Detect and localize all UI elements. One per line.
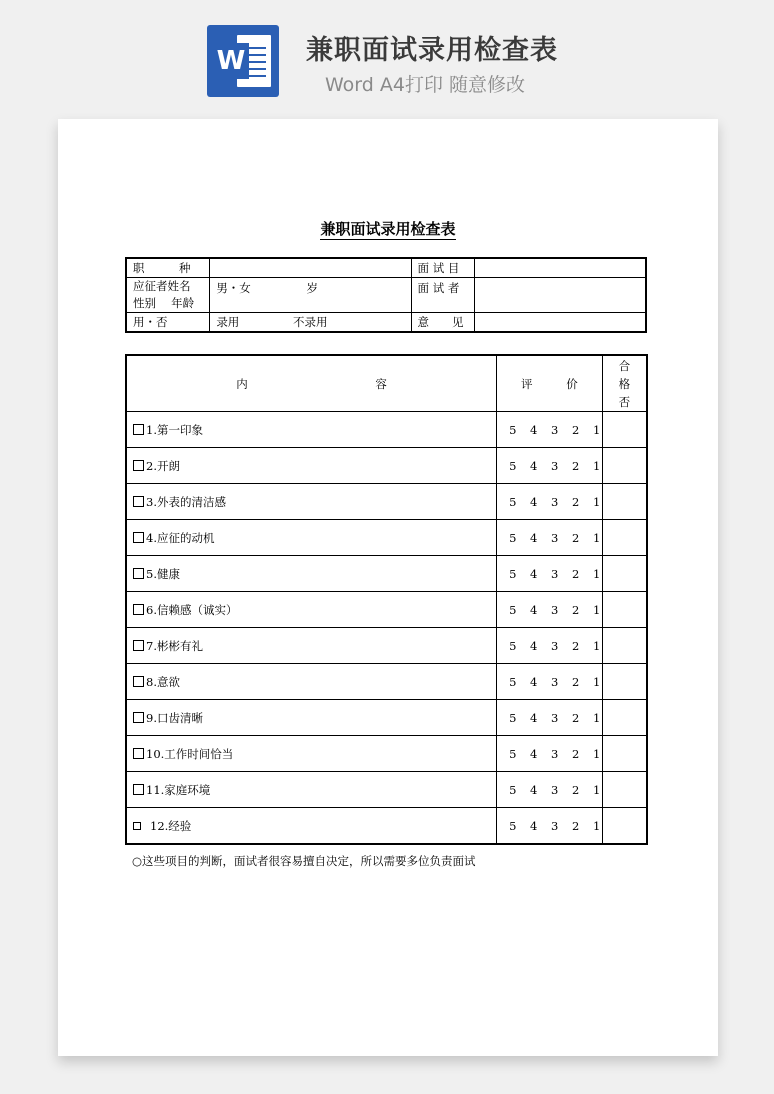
interview-item-value-cell[interactable] xyxy=(475,258,646,278)
checkbox-icon[interactable] xyxy=(133,748,144,759)
checklist-item-label: 4.应征的动机 xyxy=(146,530,215,545)
checklist-item-label: 1.第一印象 xyxy=(146,422,203,437)
checklist-item[interactable] xyxy=(126,664,497,700)
checklist-item-label: 10.工作时间恰当 xyxy=(146,746,234,761)
checklist-item[interactable] xyxy=(126,592,497,628)
checkbox-icon[interactable] xyxy=(133,640,144,651)
opinion-label: 意 见 xyxy=(411,313,475,333)
score-scale[interactable]: 5 4 3 2 1 xyxy=(497,592,603,628)
hire-options-cell[interactable] xyxy=(210,313,411,333)
evaluation-header: 评 价 xyxy=(497,355,603,412)
table-row xyxy=(126,808,647,845)
opinion-value-cell[interactable] xyxy=(475,313,646,333)
checklist-item[interactable] xyxy=(126,808,497,845)
score-scale[interactable]: 5 4 3 2 1 xyxy=(497,772,603,808)
pass-cell[interactable] xyxy=(602,628,647,664)
score-scale[interactable]: 5 4 3 2 1 xyxy=(497,412,603,448)
table-row xyxy=(126,278,646,313)
gender-options: 男・女 xyxy=(216,281,251,295)
checklist-table xyxy=(125,354,648,845)
checklist-item-label: 7.彬彬有礼 xyxy=(146,638,203,653)
checklist-item[interactable] xyxy=(126,412,497,448)
checklist-item-label: 5.健康 xyxy=(146,566,180,581)
age-unit: 岁 xyxy=(306,281,318,295)
hire-no-option: 不录用 xyxy=(292,315,328,329)
pass-cell[interactable] xyxy=(602,700,647,736)
checkbox-icon[interactable] xyxy=(133,676,144,687)
banner-subtitle: Word A4打印 随意修改 xyxy=(325,74,526,96)
applicant-info-table xyxy=(125,257,647,333)
checklist-item[interactable] xyxy=(126,484,497,520)
score-scale[interactable]: 5 4 3 2 1 xyxy=(497,520,603,556)
pass-cell[interactable] xyxy=(602,808,647,845)
pass-cell[interactable] xyxy=(602,556,647,592)
table-row xyxy=(126,700,647,736)
pass-header: 合 格 否 xyxy=(602,355,647,412)
table-row xyxy=(126,772,647,808)
interview-item-label: 面 试 目 xyxy=(411,258,475,278)
applicant-name-label: 应征者姓名 xyxy=(133,279,191,293)
checkbox-icon[interactable] xyxy=(133,712,144,723)
checkbox-icon[interactable] xyxy=(133,822,141,830)
table-row xyxy=(126,258,646,278)
interviewer-value-cell[interactable] xyxy=(475,278,646,313)
table-header-row xyxy=(126,355,647,412)
score-scale[interactable]: 5 4 3 2 1 xyxy=(497,664,603,700)
table-row xyxy=(126,736,647,772)
checklist-item-label: 11.家庭环境 xyxy=(146,782,211,797)
checklist-item-label: 9.口齿清晰 xyxy=(146,710,203,725)
table-row xyxy=(126,484,647,520)
hire-yes-option: 录用 xyxy=(216,315,240,329)
checkbox-icon[interactable] xyxy=(133,496,144,507)
checkbox-icon[interactable] xyxy=(133,784,144,795)
document-title: 兼职面试录用检查表 xyxy=(320,220,456,238)
checklist-item[interactable] xyxy=(126,628,497,664)
score-scale[interactable]: 5 4 3 2 1 xyxy=(497,556,603,592)
interviewer-label: 面 试 者 xyxy=(411,278,475,313)
footnote: ○这些项目的判断，面试者很容易擅自决定，所以需要多位负责面试 xyxy=(132,854,476,868)
checklist-item[interactable] xyxy=(126,556,497,592)
score-scale[interactable]: 5 4 3 2 1 xyxy=(497,628,603,664)
banner xyxy=(0,0,774,118)
checklist-item[interactable] xyxy=(126,772,497,808)
table-row xyxy=(126,412,647,448)
score-scale[interactable]: 5 4 3 2 1 xyxy=(497,700,603,736)
pass-cell[interactable] xyxy=(602,448,647,484)
pass-cell[interactable] xyxy=(602,592,647,628)
job-value-cell[interactable] xyxy=(210,258,411,278)
table-row xyxy=(126,448,647,484)
document-page xyxy=(58,119,718,1056)
pass-cell[interactable] xyxy=(602,772,647,808)
checklist-item-label: 6.信赖感（诚实） xyxy=(146,602,238,617)
score-scale[interactable]: 5 4 3 2 1 xyxy=(497,448,603,484)
checklist-item-label: 3.外表的清洁感 xyxy=(146,494,226,509)
checkbox-icon[interactable] xyxy=(133,604,144,615)
checklist-item[interactable] xyxy=(126,520,497,556)
hire-label: 用・否 xyxy=(126,313,210,333)
table-row xyxy=(126,520,647,556)
content-header: 内 容 xyxy=(126,355,497,412)
pass-cell[interactable] xyxy=(602,484,647,520)
checkbox-icon[interactable] xyxy=(133,460,144,471)
pass-cell[interactable] xyxy=(602,520,647,556)
score-scale[interactable]: 5 4 3 2 1 xyxy=(497,484,603,520)
table-row xyxy=(126,556,647,592)
checkbox-icon[interactable] xyxy=(133,568,144,579)
checkbox-icon[interactable] xyxy=(133,424,144,435)
checklist-item[interactable] xyxy=(126,700,497,736)
checkbox-icon[interactable] xyxy=(133,532,144,543)
word-icon xyxy=(207,25,279,97)
word-icon-letter: W xyxy=(213,43,249,79)
pass-cell[interactable] xyxy=(602,412,647,448)
table-row xyxy=(126,628,647,664)
checklist-item[interactable] xyxy=(126,448,497,484)
pass-cell[interactable] xyxy=(602,736,647,772)
checklist-item[interactable] xyxy=(126,736,497,772)
table-row xyxy=(126,592,647,628)
job-label: 职 种 xyxy=(126,258,210,278)
table-row xyxy=(126,313,646,333)
checklist-item-label: 12.经验 xyxy=(150,818,192,833)
table-row xyxy=(126,664,647,700)
banner-title: 兼职面试录用检查表 xyxy=(306,35,558,66)
score-scale[interactable]: 5 4 3 2 1 xyxy=(497,808,603,845)
checklist-item-label: 2.开朗 xyxy=(146,458,180,473)
applicant-value-cell[interactable] xyxy=(210,278,411,313)
applicant-label-cell xyxy=(126,278,210,313)
gender-age-label: 性别 年龄 xyxy=(133,296,195,310)
checklist-item-label: 8.意欲 xyxy=(146,674,180,689)
score-scale[interactable]: 5 4 3 2 1 xyxy=(497,736,603,772)
pass-cell[interactable] xyxy=(602,664,647,700)
